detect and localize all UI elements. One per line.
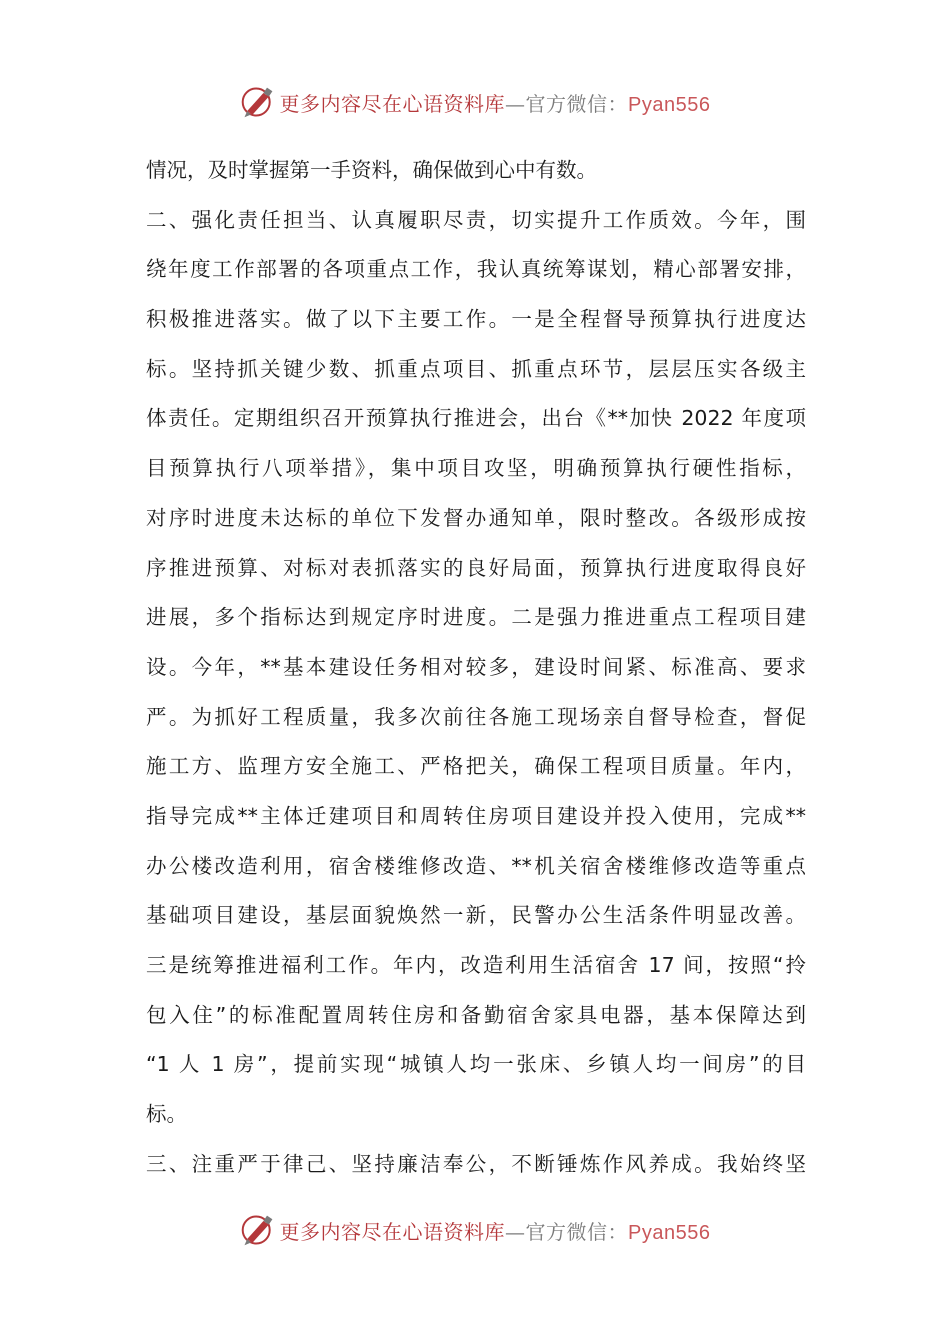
text-line: “1 人 1 房”，提前实现“城镇人均一张床、乡镇人均一间房”的目 [146,1052,806,1077]
text-line: 基础项目建设，基层面貌焕然一新，民警办公生活条件明显改善。 [146,903,806,928]
footer-wechat-label: 官方微信： [525,1219,629,1244]
text-line: 包入住”的标准配置周转住房和备勤宿舍家具电器，基本保障达到 [146,1002,806,1027]
footer-site-text: 更多内容尽在心语资料库 [279,1219,506,1244]
footer-watermark-text [280,1216,711,1245]
text-line: 二、强化责任担当、认真履职尽责，切实提升工作质效。今年，围 [146,207,806,232]
text-line: 对序时进度未达标的单位下发督办通知单，限时整改。各级形成按 [146,505,806,530]
footer-watermark [0,1210,950,1250]
text-line: 标。坚持抓关键少数、抓重点项目、抓重点环节，层层压实各级主 [146,356,806,381]
text-line: 三是统筹推进福利工作。年内，改造利用生活宿舍 17 间，按照“拎 [146,953,806,977]
text-line: 标。 [146,1102,187,1127]
header-site-text: 更多内容尽在心语资料库 [279,91,506,116]
text-line: 施工方、监理方安全施工、严格把关，确保工程项目质量。年内， [146,754,806,779]
text-line: 情况，及时掌握第一手资料，确保做到心中有数。 [146,158,597,182]
pen-logo-icon [240,1212,276,1248]
header-watermark-text [280,88,711,117]
text-line: 目预算执行八项举措》，集中项目攻坚，明确预算执行硬性指标， [146,456,806,481]
text-line: 指导完成**主体迁建项目和周转住房项目建设并投入使用，完成** [146,803,806,828]
document-body [146,150,806,1193]
text-line: 积极推进落实。做了以下主要工作。一是全程督导预算执行进度达 [146,307,806,332]
text-line: 绕年度工作部署的各项重点工作，我认真统筹谋划，精心部署安排， [146,257,806,282]
text-line: 三、注重严于律己、坚持廉洁奉公，不断锤炼作风养成。我始终坚 [146,1151,806,1176]
pen-logo-icon [240,84,276,120]
header-watermark [0,82,950,122]
footer-dash: — [505,1219,526,1244]
text-line: 序推进预算、对标对表抓落实的良好局面，预算执行进度取得良好 [146,555,806,580]
text-line: 体责任。定期组织召开预算执行推进会，出台《**加快 2022 年度项 [146,406,806,431]
header-dash: — [505,91,526,116]
text-line: 进展，多个指标达到规定序时进度。二是强力推进重点工程项目建 [146,605,806,630]
footer-wechat-id: Pyan556 [628,1221,711,1244]
header-wechat-id: Pyan556 [628,93,711,116]
text-line: 办公楼改造利用，宿舍楼维修改造、**机关宿舍楼维修改造等重点 [146,853,806,878]
header-wechat-label: 官方微信： [525,91,629,116]
text-line: 设。今年，**基本建设任务相对较多，建设时间紧、标准高、要求 [146,654,806,679]
text-line: 严。为抓好工程质量，我多次前往各施工现场亲自督导检查，督促 [146,704,806,729]
